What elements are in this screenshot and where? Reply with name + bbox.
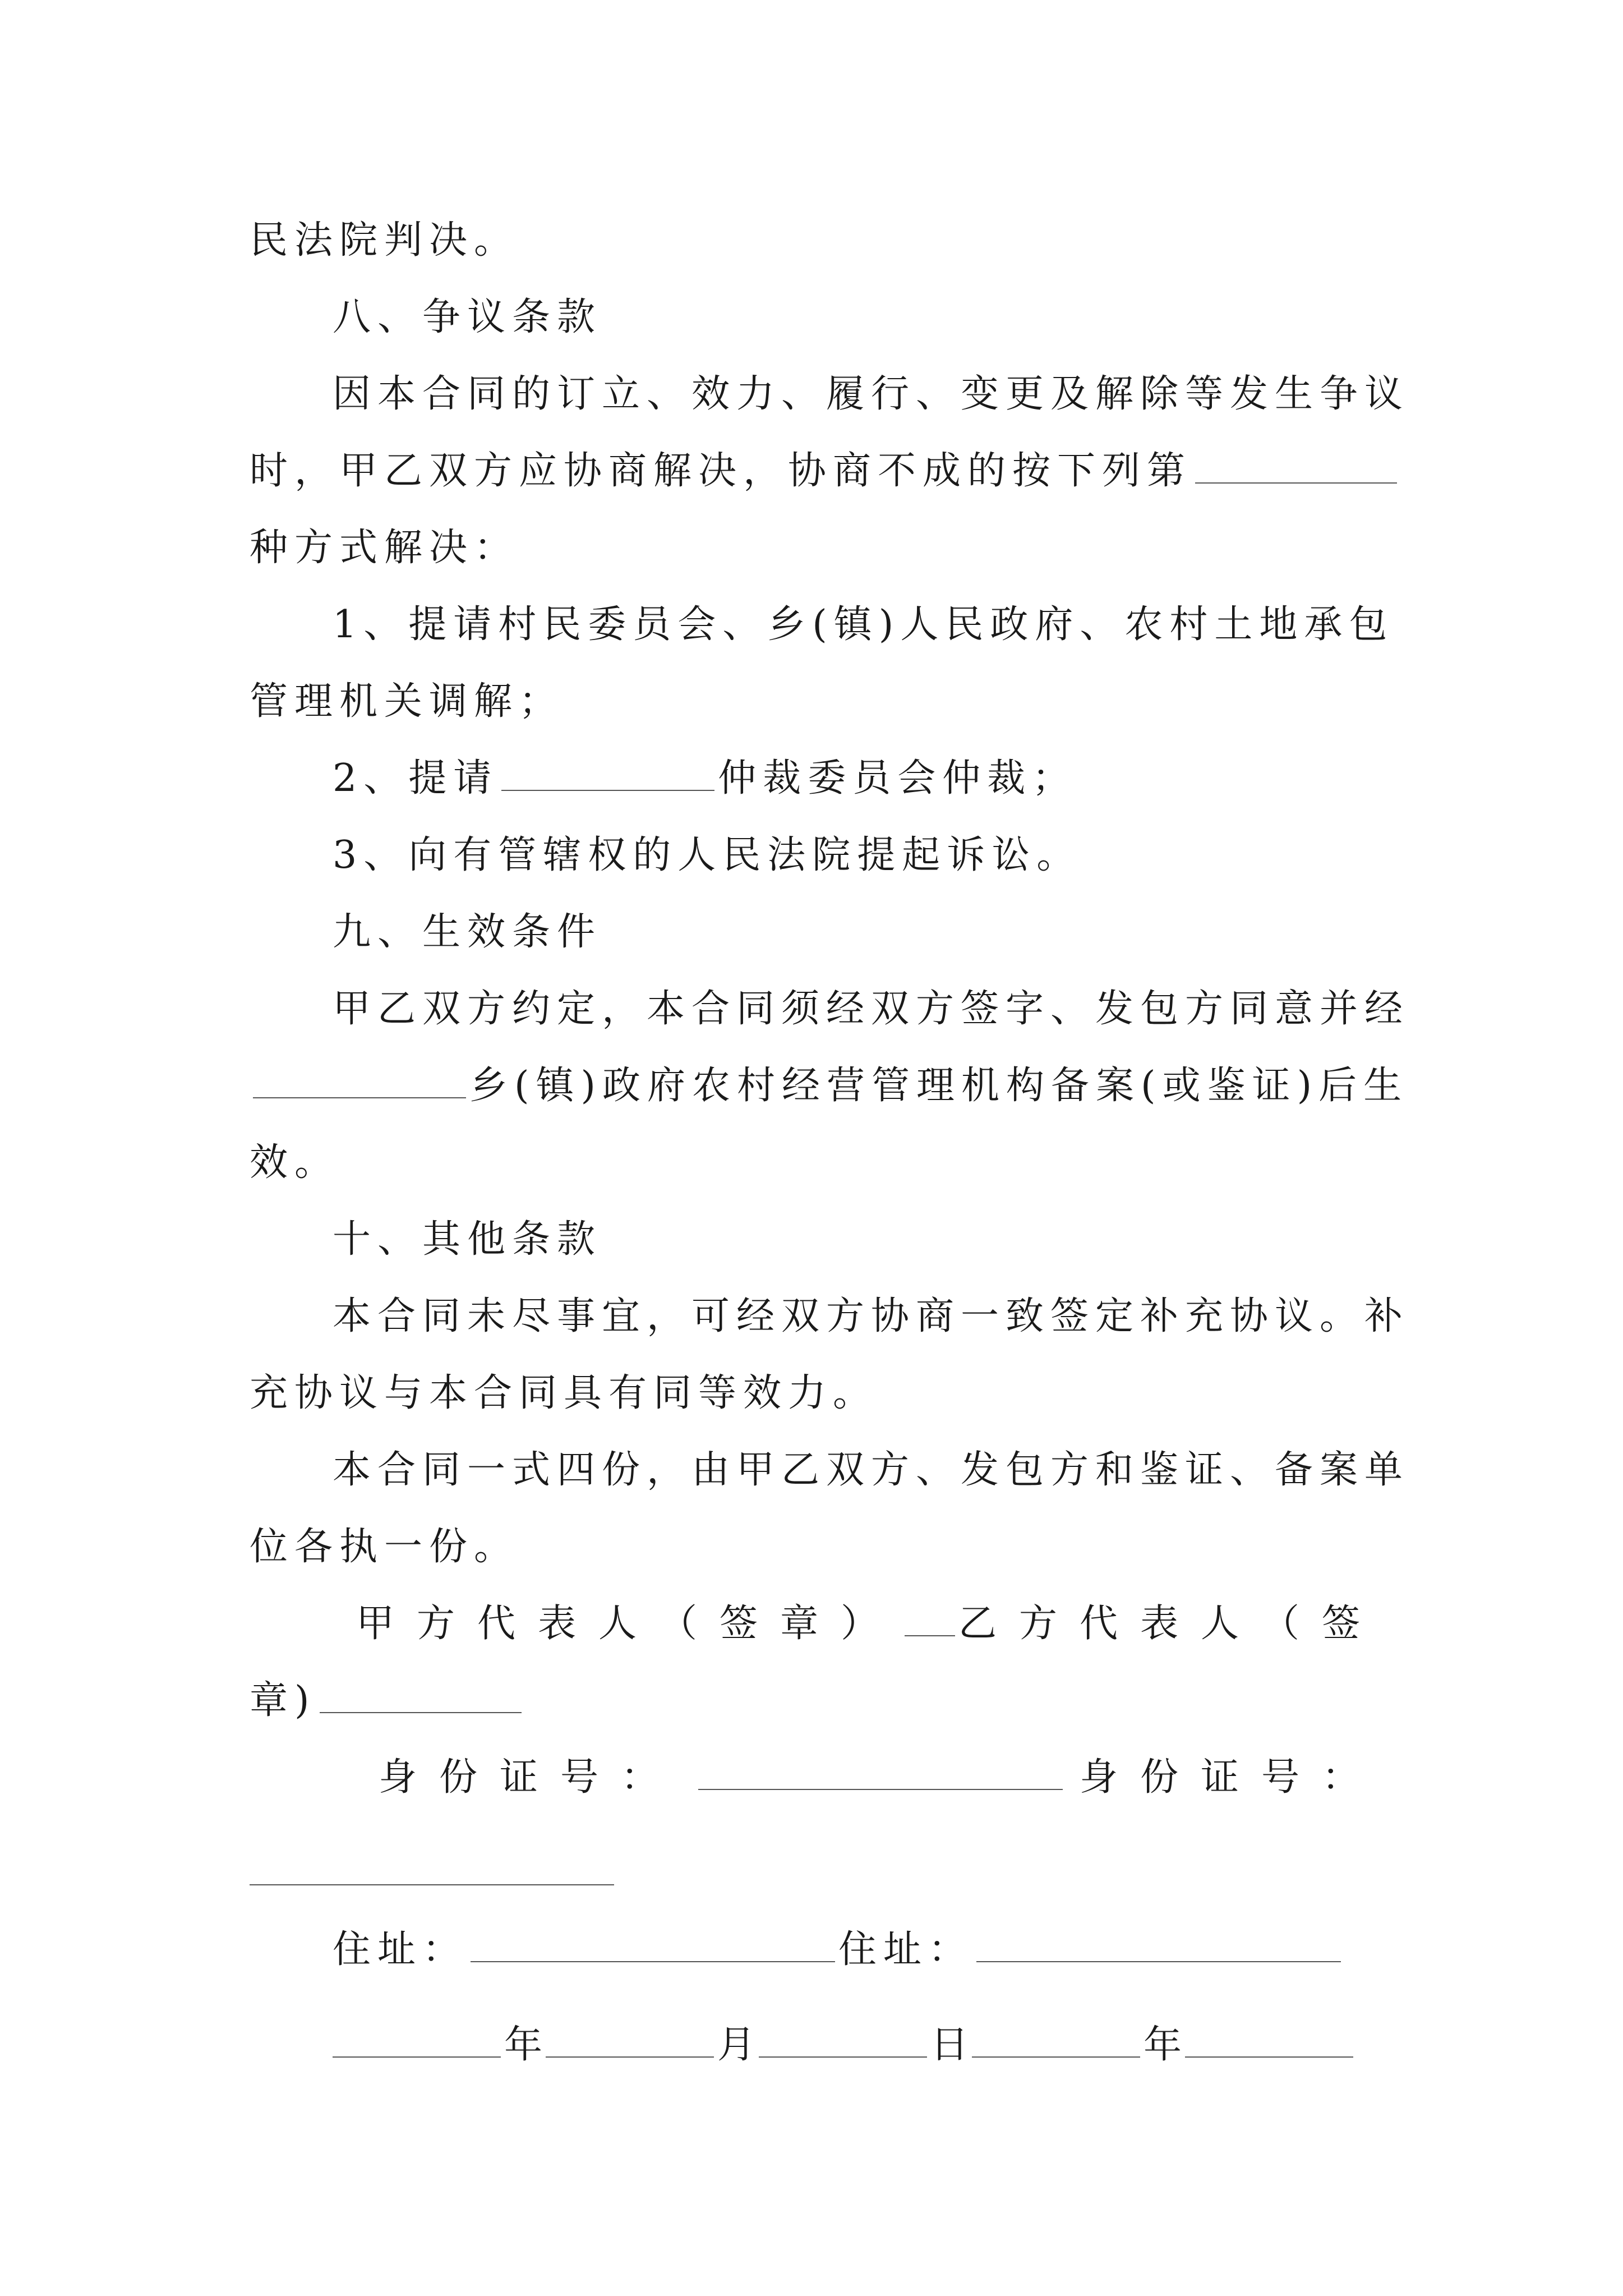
- year-blank[interactable]: [333, 2027, 501, 2058]
- month-label: 月: [717, 2023, 756, 2067]
- fill-blank[interactable]: [253, 1068, 466, 1098]
- text-line: 充协议与本合同具有同等效力。: [250, 1371, 878, 1415]
- party-b-id-blank[interactable]: [250, 1855, 614, 1885]
- text-span: 仲裁委员会仲裁；: [718, 756, 1077, 800]
- text-line: [250, 1047, 1409, 1124]
- fill-blank[interactable]: [501, 761, 714, 791]
- text-span: 章): [250, 1678, 316, 1723]
- trailing-blank[interactable]: [1185, 2027, 1353, 2058]
- text-line: 种方式解决：: [250, 526, 519, 570]
- party-a-id-blank[interactable]: [698, 1760, 1063, 1790]
- fill-blank[interactable]: [1195, 453, 1397, 484]
- section-heading-9: 九、生效条件: [333, 910, 602, 954]
- text-line: 本合同未尽事宜，可经双方协商一致签定补充协议。补: [333, 1294, 1410, 1338]
- text-line: 效。: [250, 1140, 340, 1185]
- text-line: 民法院判决。: [250, 218, 519, 263]
- text-line: 3、向有管辖权的人民法院提起诉讼。: [333, 833, 1082, 877]
- party-a-signature-label: 甲方代表人（签章）: [356, 1602, 902, 1646]
- year2-blank[interactable]: [972, 2027, 1140, 2058]
- party-a-signature-blank[interactable]: [905, 1606, 955, 1636]
- text-line: [250, 432, 1382, 509]
- party-b-id-label: 身份证号：: [1079, 1755, 1382, 1800]
- text-span: 2、提请: [333, 756, 499, 800]
- party-a-address-blank[interactable]: [471, 1932, 835, 1962]
- contract-page: [250, 202, 1410, 2102]
- month-blank[interactable]: [546, 2027, 714, 2058]
- text-line: 管理机关调解；: [250, 679, 564, 724]
- id-line-cont: [250, 1834, 1382, 1911]
- text-span: 乡(镇)政府农村经营管理机构备案(或鉴证)后生: [469, 1064, 1409, 1108]
- party-a-address-label: 住址：: [333, 1927, 468, 1972]
- section-heading-8: 八、争议条款: [333, 295, 602, 339]
- party-b-address-blank[interactable]: [976, 1932, 1341, 1962]
- signature-line: [250, 1585, 1382, 1662]
- text-line: 1、提请村民委员会、乡(镇)人民政府、农村土地承包: [333, 602, 1394, 647]
- date-line: [250, 2007, 1382, 2102]
- party-b-signature-blank[interactable]: [320, 1683, 522, 1713]
- year-label: 年: [504, 2023, 543, 2067]
- year2-label: 年: [1144, 2023, 1182, 2067]
- text-line: [250, 740, 1382, 817]
- party-a-id-label: 身份证号：: [379, 1755, 682, 1800]
- party-b-signature-label: 乙方代表人（签: [958, 1602, 1382, 1646]
- id-line: [250, 1739, 1382, 1834]
- text-span: 时，甲乙双方应协商解决，协商不成的按下列第: [250, 449, 1192, 493]
- section-heading-10: 十、其他条款: [333, 1217, 602, 1262]
- text-line: 位各执一份。: [250, 1525, 519, 1569]
- text-line: 本合同一式四份，由甲乙双方、发包方和鉴证、备案单: [333, 1448, 1410, 1492]
- day-label: 日: [930, 2023, 969, 2067]
- signature-line-cont: [250, 1662, 1382, 1739]
- text-line: 甲乙双方约定，本合同须经双方签字、发包方同意并经: [333, 987, 1410, 1031]
- address-line: [250, 1911, 1382, 2007]
- text-line: 因本合同的订立、效力、履行、变更及解除等发生争议: [333, 372, 1410, 416]
- party-b-address-label: 住址：: [838, 1927, 974, 1972]
- day-blank[interactable]: [759, 2027, 927, 2058]
